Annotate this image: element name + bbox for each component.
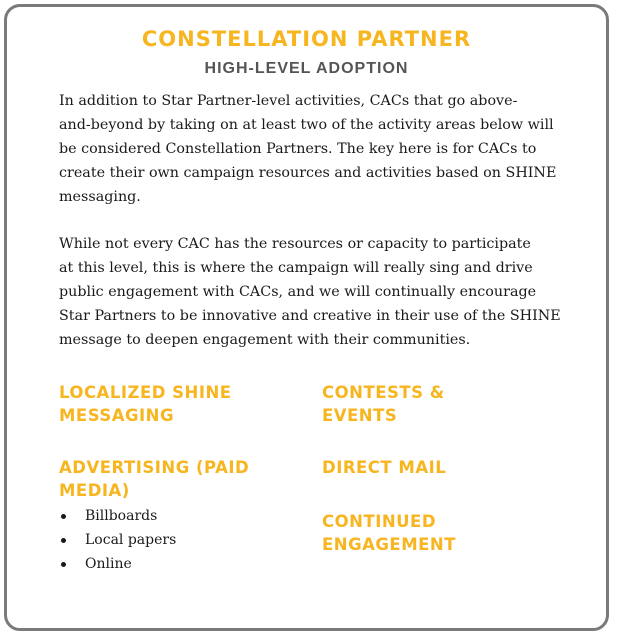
- list-item: [59, 504, 176, 528]
- heading-line: ENGAGEMENT: [322, 535, 456, 554]
- paragraph-line: While not every CAC has the resources or capacity to participate: [59, 236, 531, 252]
- page-subtitle: HIGH-LEVEL ADOPTION: [204, 60, 409, 77]
- paragraph-line: Star Partners to be innovative and creative in their use of the SHINE: [59, 308, 561, 324]
- continued-engagement-heading: [322, 510, 456, 556]
- paragraph-line: message to deepen engagement with their communities.: [59, 332, 471, 348]
- intro-paragraph: [59, 89, 559, 209]
- constellation-partner-card: [4, 4, 609, 631]
- heading-line: EVENTS: [322, 406, 398, 425]
- heading-line: ADVERTISING (PAID: [59, 458, 250, 477]
- paragraph-line: and-beyond by taking on at least two of the activity areas below will: [59, 117, 554, 133]
- advertising-list: [59, 504, 176, 576]
- heading-line: CONTESTS &: [322, 383, 445, 402]
- list-item-label: Billboards: [85, 508, 158, 524]
- contests-events-heading: [322, 381, 445, 427]
- list-item-label: Local papers: [85, 532, 177, 548]
- paragraph-line: public engagement with CACs, and we will continually encourage: [59, 284, 537, 300]
- list-item: [59, 528, 176, 552]
- bullet-icon: [61, 538, 66, 543]
- paragraph-line: messaging.: [59, 189, 141, 205]
- paragraph-line: at this level, this is where the campaign will really sing and drive: [59, 260, 533, 276]
- heading-line: MESSAGING: [59, 406, 175, 425]
- heading-line: MEDIA): [59, 481, 130, 500]
- bullet-icon: [61, 562, 66, 567]
- page-title: CONSTELLATION PARTNER: [141, 27, 472, 51]
- list-item: [59, 552, 176, 576]
- heading-line: LOCALIZED SHINE: [59, 383, 232, 402]
- bullet-icon: [61, 514, 66, 519]
- list-item-label: Online: [85, 556, 132, 572]
- heading-line: CONTINUED: [322, 512, 437, 531]
- engagement-paragraph: [59, 232, 559, 352]
- paragraph-line: be considered Constellation Partners. The key here is for CACs to: [59, 141, 537, 157]
- paragraph-line: In addition to Star Partner-level activities, CACs that go above-: [59, 93, 518, 109]
- paragraph-line: create their own campaign resources and activities based on SHINE: [59, 165, 557, 181]
- advertising-heading: [59, 456, 249, 502]
- localized-shine-messaging-heading: [59, 381, 232, 427]
- heading-line: DIRECT MAIL: [322, 458, 447, 477]
- direct-mail-heading: [322, 456, 446, 479]
